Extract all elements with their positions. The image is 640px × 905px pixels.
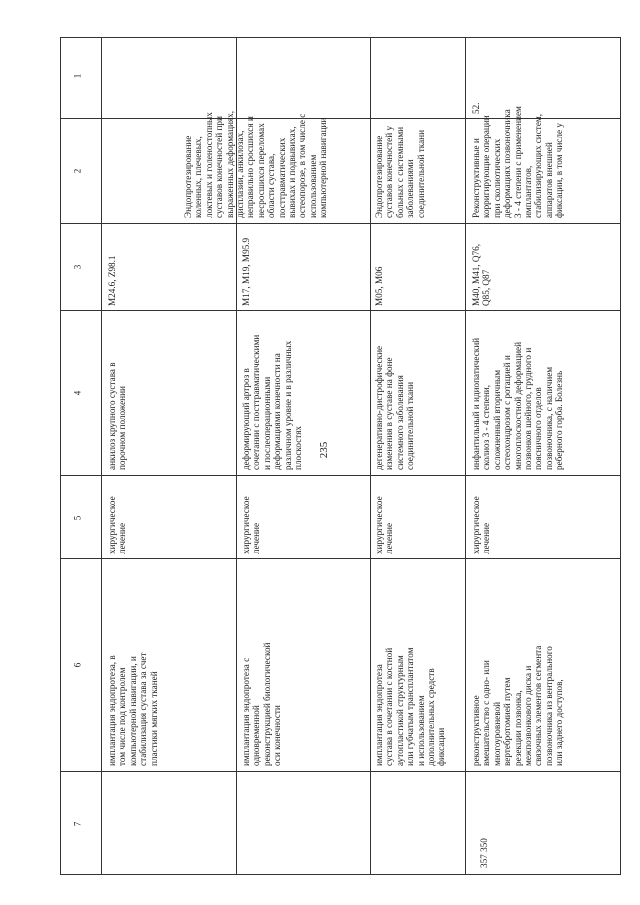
col-divider bbox=[61, 223, 620, 224]
column-header: 3 bbox=[72, 264, 83, 270]
document-table bbox=[60, 37, 621, 875]
cell-method: имплантация эндопротеза сустава в сочетании с костной аутопластикой структурным или губчатым трансплантатом и использованием дополнительных средств фиксации bbox=[374, 647, 447, 766]
cell-treatment: хирургическое лечение bbox=[374, 496, 395, 554]
page-number: 235 bbox=[318, 441, 330, 459]
row-divider bbox=[465, 38, 466, 874]
cell-name: Реконструктивные и корригирующие операции при сколиотических деформациях позвоночника 3 - 4 степени с применением имплантатов, стабилизирующих систем, аппаратов внешней фиксации, в том числе у bbox=[471, 106, 565, 218]
cell-model: дегенеративно-дистрофические изменения в суставе на фоне системного заболевания соединительной ткани bbox=[374, 345, 416, 470]
col-divider bbox=[61, 310, 620, 311]
row-divider bbox=[101, 38, 102, 874]
cell-model: анкилоз крупного сустава в порочном положении bbox=[107, 362, 128, 470]
col-divider bbox=[61, 558, 620, 559]
cell-codes: M17, M19, M95.9 bbox=[241, 237, 251, 306]
column-header: 2 bbox=[72, 168, 83, 174]
cell-treatment: хирургическое лечение bbox=[471, 496, 492, 554]
column-header: 1 bbox=[72, 73, 83, 79]
cell-name: Эндопротезирование коленных, плечевых, локтевых и голеностопных суставов конечностей при выраженных деформациях, дисплазии, анкилозах, неправильно сросшихся и несросшихся переломах области сустава, посттравматических вывихах и подвывихах, остеопорозе, в том числе с использованием компьютерной навигации bbox=[183, 110, 329, 218]
cell-num: 52. bbox=[471, 102, 481, 114]
column-header: 7 bbox=[72, 821, 83, 827]
cell-codes: M24.6, Z98.1 bbox=[107, 255, 117, 306]
cell-model: деформирующий артроз в сочетании с посттравматическими и послеоперационными деформациями конечности на различном уровне и в различных плоскостях bbox=[241, 334, 304, 470]
cell-treatment: хирургическое лечение bbox=[107, 496, 128, 554]
col-divider bbox=[61, 475, 620, 476]
cell-codes: M05, M06 bbox=[374, 266, 384, 306]
cell-cost: 357 350 bbox=[479, 838, 489, 868]
column-header: 4 bbox=[72, 390, 83, 396]
cell-method: имплантация эндопротеза, в том числе под контролем компьютерной навигации, и стабилизация сустава за счет пластики мягких тканей bbox=[107, 652, 159, 766]
column-header: 6 bbox=[72, 662, 83, 668]
cell-method: реконструктивное вмешательство с одно- или многоуровневой вертебротомией путем резекции позвонка, межпозвонкового диска и связочных элементов сегмента позвоночника из вентрального или заднего доступов, bbox=[471, 645, 565, 766]
column-header: 5 bbox=[72, 515, 83, 521]
cell-treatment: хирургическое лечение bbox=[241, 496, 262, 554]
col-divider bbox=[61, 771, 620, 772]
cell-model: инфантильный и идиопатический сколиоз 3 - 4 степени, осложненный вторичным остеохондрозом с ротацией и многоплоскостной деформацией позвонков шейного, грудного и поясничного отделов позвоночника, с наличием реберного горба. Болезнь bbox=[471, 337, 565, 470]
cell-codes: M40, M41, Q76, Q85, Q87 bbox=[471, 243, 492, 306]
cell-method: имплантация эндопротеза с одновременной реконструкцией биологической оси конечности bbox=[241, 642, 283, 766]
cell-name: Эндопротезирование суставов конечностей у больных с системными заболеваниями соединительной ткани bbox=[374, 125, 426, 218]
row-divider bbox=[370, 38, 371, 874]
